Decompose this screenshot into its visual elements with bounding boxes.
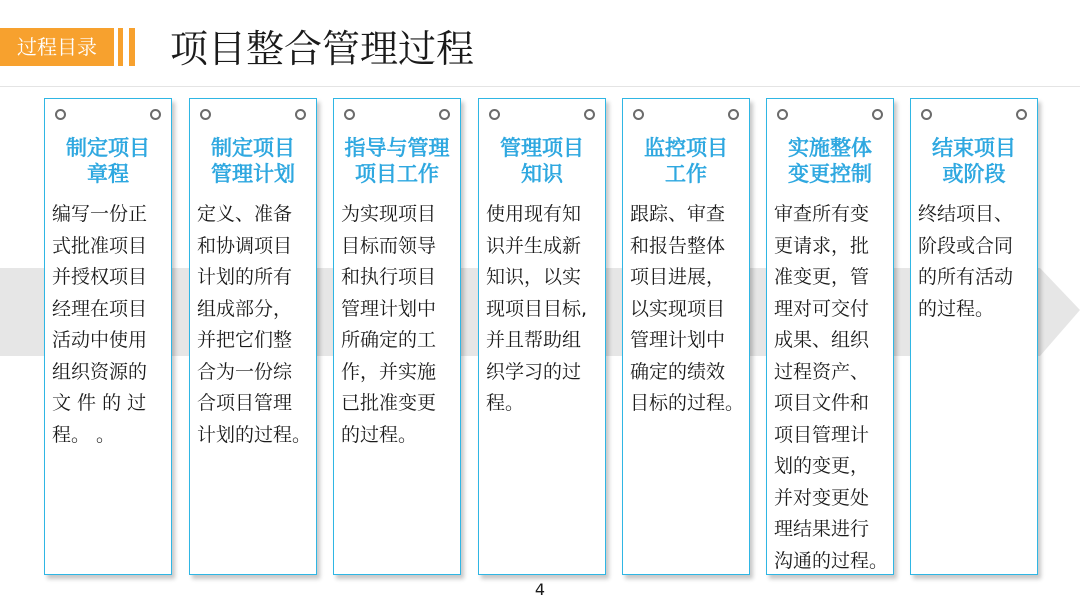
card-description: 为实现项目 目标而领导 和执行项目 管理计划中 所确定的工 作，并实施 已批准变更 的过程。 (341, 203, 437, 446)
card-description: 定义、准备 和协调项目 计划的所有 组成部分， 并把它们整 合为一份综 合项目管理 计划的过程。 (197, 203, 312, 446)
card-description: 审查所有变 更请求，批 准变更，管 理对可交付 成果、组织 过程资产、 项目文件和 项目管理计 划的变更， 并对变更处 理结果进行 沟通的过程。 (774, 203, 889, 572)
card-title: 管理项目 知识 (500, 136, 584, 186)
ring-hole-icon (872, 109, 883, 120)
ring-hole-icon (489, 109, 500, 120)
card-title: 制定项目 章程 (66, 136, 150, 186)
ring-hole-icon (55, 109, 66, 120)
ring-hole-icon (295, 109, 306, 120)
page-title: 项目整合管理过程 (170, 27, 475, 71)
card-description: 跟踪、审查 和报告整体 项目进展， 以实现项目 管理计划中 确定的绩效 目标的过程。 (630, 203, 745, 414)
process-card[interactable] (333, 98, 461, 575)
process-card[interactable] (766, 98, 894, 575)
ring-hole-icon (344, 109, 355, 120)
card-description: 终结项目、 阶段或合同 的所有活动 的过程。 (918, 203, 1014, 320)
process-card[interactable] (44, 98, 172, 575)
process-card[interactable] (478, 98, 606, 575)
ring-hole-icon (584, 109, 595, 120)
process-card[interactable] (189, 98, 317, 575)
ring-hole-icon (728, 109, 739, 120)
process-card[interactable] (910, 98, 1038, 575)
page-number: 4 (534, 580, 546, 599)
card-title: 结束项目 或阶段 (932, 136, 1016, 186)
card-title: 监控项目 工作 (644, 136, 728, 186)
card-title: 实施整体 变更控制 (788, 136, 872, 186)
ring-hole-icon (1016, 109, 1027, 120)
section-tag: 过程目录 (0, 28, 114, 66)
card-description: 使用现有知 识并生成新 知识，以实 现项目目标, 并且帮助组 织学习的过 程。 (486, 203, 588, 414)
ring-hole-icon (439, 109, 450, 120)
ring-hole-icon (777, 109, 788, 120)
card-title: 制定项目 管理计划 (211, 136, 295, 186)
card-description: 编写一份正 式批准项目 并授权项目 经理在项目 活动中使用 组织资源的 文 件 的 过 程。 。 (52, 203, 148, 446)
process-card[interactable] (622, 98, 750, 575)
ring-hole-icon (921, 109, 932, 120)
ring-hole-icon (633, 109, 644, 120)
ring-hole-icon (150, 109, 161, 120)
card-title: 指导与管理 项目工作 (344, 136, 450, 186)
ring-hole-icon (200, 109, 211, 120)
